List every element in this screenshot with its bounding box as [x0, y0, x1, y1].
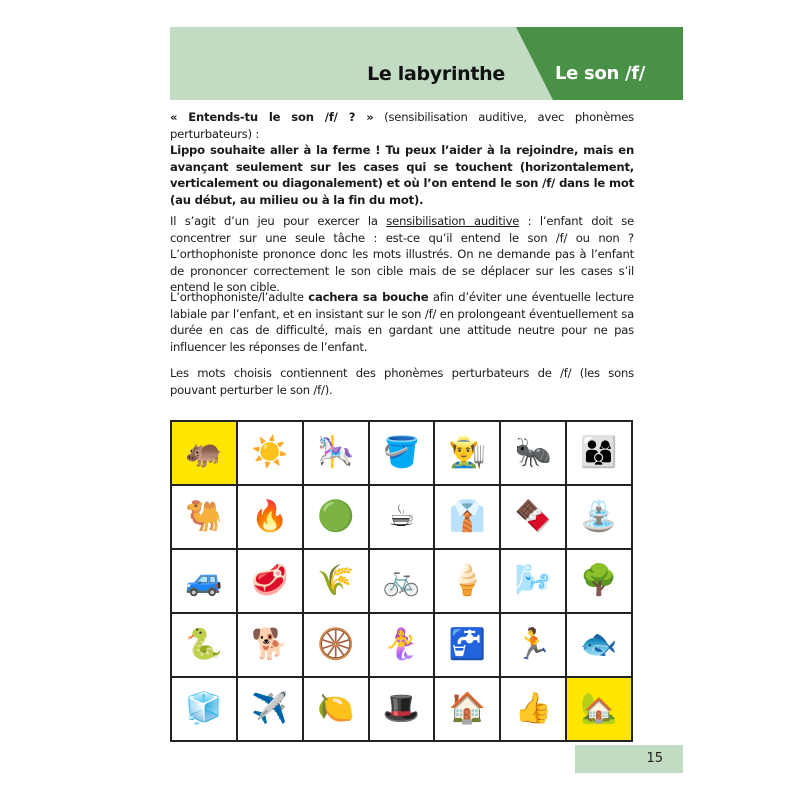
bicycle-icon: 🚲 [382, 563, 421, 598]
forest-icon: 🌳 [580, 563, 618, 598]
farmer-icon: 👨‍🌾 [448, 435, 487, 470]
steering-wheel-icon: 🛞 [316, 627, 355, 662]
maze-cell-car[interactable] [172, 550, 236, 612]
maze-cell-farm[interactable] [567, 678, 631, 740]
maze-cell-lemon[interactable] [304, 678, 368, 740]
farm-icon: 🏡 [580, 691, 618, 726]
maze-cell-wind-cloud[interactable] [501, 550, 565, 612]
maze-cell-flour[interactable] [304, 550, 368, 612]
steak-icon: 🥩 [251, 563, 289, 598]
page-number: 15 [646, 751, 663, 766]
maze-cell-swing[interactable] [304, 422, 368, 484]
maze-cell-mermaid[interactable] [370, 614, 434, 676]
mermaid-icon: 🧜‍♀️ [382, 627, 421, 662]
fish-icon: 🐟 [580, 627, 618, 662]
page-subtitle: Le son /f/ [555, 63, 646, 84]
maze-cell-dog[interactable] [238, 614, 302, 676]
maze-cell-ice-cream[interactable] [435, 550, 499, 612]
maze-cell-coffee-cup[interactable] [370, 486, 434, 548]
maze-cell-forest[interactable] [567, 550, 631, 612]
text-span: L’orthophoniste/l’adulte [170, 290, 309, 304]
explanation-paragraph [170, 213, 634, 296]
maze-cell-green-stain[interactable] [304, 486, 368, 548]
underlined-term: sensibilisation auditive [386, 214, 520, 228]
hat-icon: 🎩 [382, 691, 421, 726]
note-paragraph: Les mots choisis contiennent des phonèmes perturbateurs de /f/ (les sons pouvant perturber le son /f/). [170, 366, 634, 397]
sugar-cubes-icon: 🧊 [185, 691, 223, 726]
fountain-icon: ⛲ [580, 499, 618, 534]
maze-cell-camel[interactable] [172, 486, 236, 548]
house-icon: 🏠 [448, 691, 487, 726]
maze-cell-sink[interactable] [435, 614, 499, 676]
wind-cloud-icon: 🌬️ [514, 563, 552, 598]
swing-icon: 🎠 [316, 435, 355, 470]
maze-cell-thumb[interactable] [501, 678, 565, 740]
maze-cell-fire[interactable] [238, 486, 302, 548]
page-title: Le labyrinthe [367, 63, 505, 85]
maze-cell-ants[interactable] [501, 422, 565, 484]
maze-cell-farmer[interactable] [435, 422, 499, 484]
maze-cell-fountain[interactable] [567, 486, 631, 548]
family-icon: 👨‍👩‍👦 [580, 435, 618, 470]
maze-grid [170, 420, 633, 742]
maze-cell-chocolate[interactable] [501, 486, 565, 548]
maze-cell-steering-wheel[interactable] [304, 614, 368, 676]
intro-question: « Entends-tu le son /f/ ? » [170, 110, 374, 124]
car-icon: 🚙 [185, 563, 223, 598]
lemon-icon: 🍋 [316, 691, 355, 726]
sun-icon: ☀️ [251, 435, 289, 470]
maze-cell-bucket[interactable] [370, 422, 434, 484]
text-span: Il s’agit d’un jeu pour exercer la [170, 214, 387, 228]
coffee-cup-icon: ☕ [388, 499, 415, 534]
intro-note: (sensibilisation auditive, avec phonèmes perturbateurs) : [170, 110, 634, 141]
text-span: : l’enfant doit se concentrer sur une seule tâche : est-ce qu’il entend le son /f/ ou non ? L’orthophoniste prononce donc les mots illustrés. On ne demande pas à l’enfant de prononcer correctement le son cible mais de se déplacer sur les cases s’il entend le son cible. [170, 214, 634, 294]
chocolate-icon: 🍫 [514, 499, 552, 534]
maze-cell-house[interactable] [435, 678, 499, 740]
maze-cell-airplane[interactable] [238, 678, 302, 740]
thumb-icon: 👍 [514, 691, 552, 726]
bold-term: cachera sa bouche [308, 290, 429, 304]
ice-cream-icon: 🍦 [448, 563, 487, 598]
camel-icon: 🐫 [185, 499, 223, 534]
maze-cell-boy-running[interactable] [501, 614, 565, 676]
maze-cell-snake[interactable] [172, 614, 236, 676]
maze-cell-steak[interactable] [238, 550, 302, 612]
maze-cell-hat[interactable] [370, 678, 434, 740]
green-stain-icon: 🟢 [316, 499, 355, 534]
maze-cell-family[interactable] [567, 422, 631, 484]
fire-icon: 🔥 [251, 499, 289, 534]
sink-icon: 🚰 [448, 627, 487, 662]
guidance-paragraph [170, 289, 634, 355]
maze-cell-tie[interactable] [435, 486, 499, 548]
instruction-paragraph: Lippo souhaite aller à la ferme ! Tu peux l’aider à la rejoindre, mais en avançant seulement sur les cases qui se touchent (horizontalement, verticalement ou diagonalement) et où l’on entend le son /f/ dans le mot (au début, au milieu ou à la fin du mot). [170, 143, 634, 207]
boy-running-icon: 🏃 [514, 627, 552, 662]
bucket-icon: 🪣 [382, 435, 421, 470]
flour-icon: 🌾 [316, 563, 355, 598]
dog-icon: 🐕 [251, 627, 289, 662]
maze-cell-fish[interactable] [567, 614, 631, 676]
maze-cell-bicycle[interactable] [370, 550, 434, 612]
page-header [170, 27, 683, 100]
maze-cell-hippo-lippo[interactable] [172, 422, 236, 484]
snake-icon: 🐍 [185, 627, 223, 662]
tie-icon: 👔 [448, 499, 487, 534]
page-number-box [575, 745, 683, 773]
maze-cell-sun[interactable] [238, 422, 302, 484]
ants-icon: 🐜 [514, 435, 552, 470]
intro-line [170, 109, 634, 142]
hippo-lippo-icon: 🦛 [185, 435, 223, 470]
maze-cell-sugar-cubes[interactable] [172, 678, 236, 740]
text-span: afin d’éviter une éventuelle lecture labiale par l’enfant, et en insistant sur le son /f/ en prolongeant éventuellement sa durée en cas de difficulté, mais en gardant une attitude neutre pour ne pas influencer les réponses de l’enfant. [170, 290, 634, 354]
airplane-icon: ✈️ [251, 691, 289, 726]
